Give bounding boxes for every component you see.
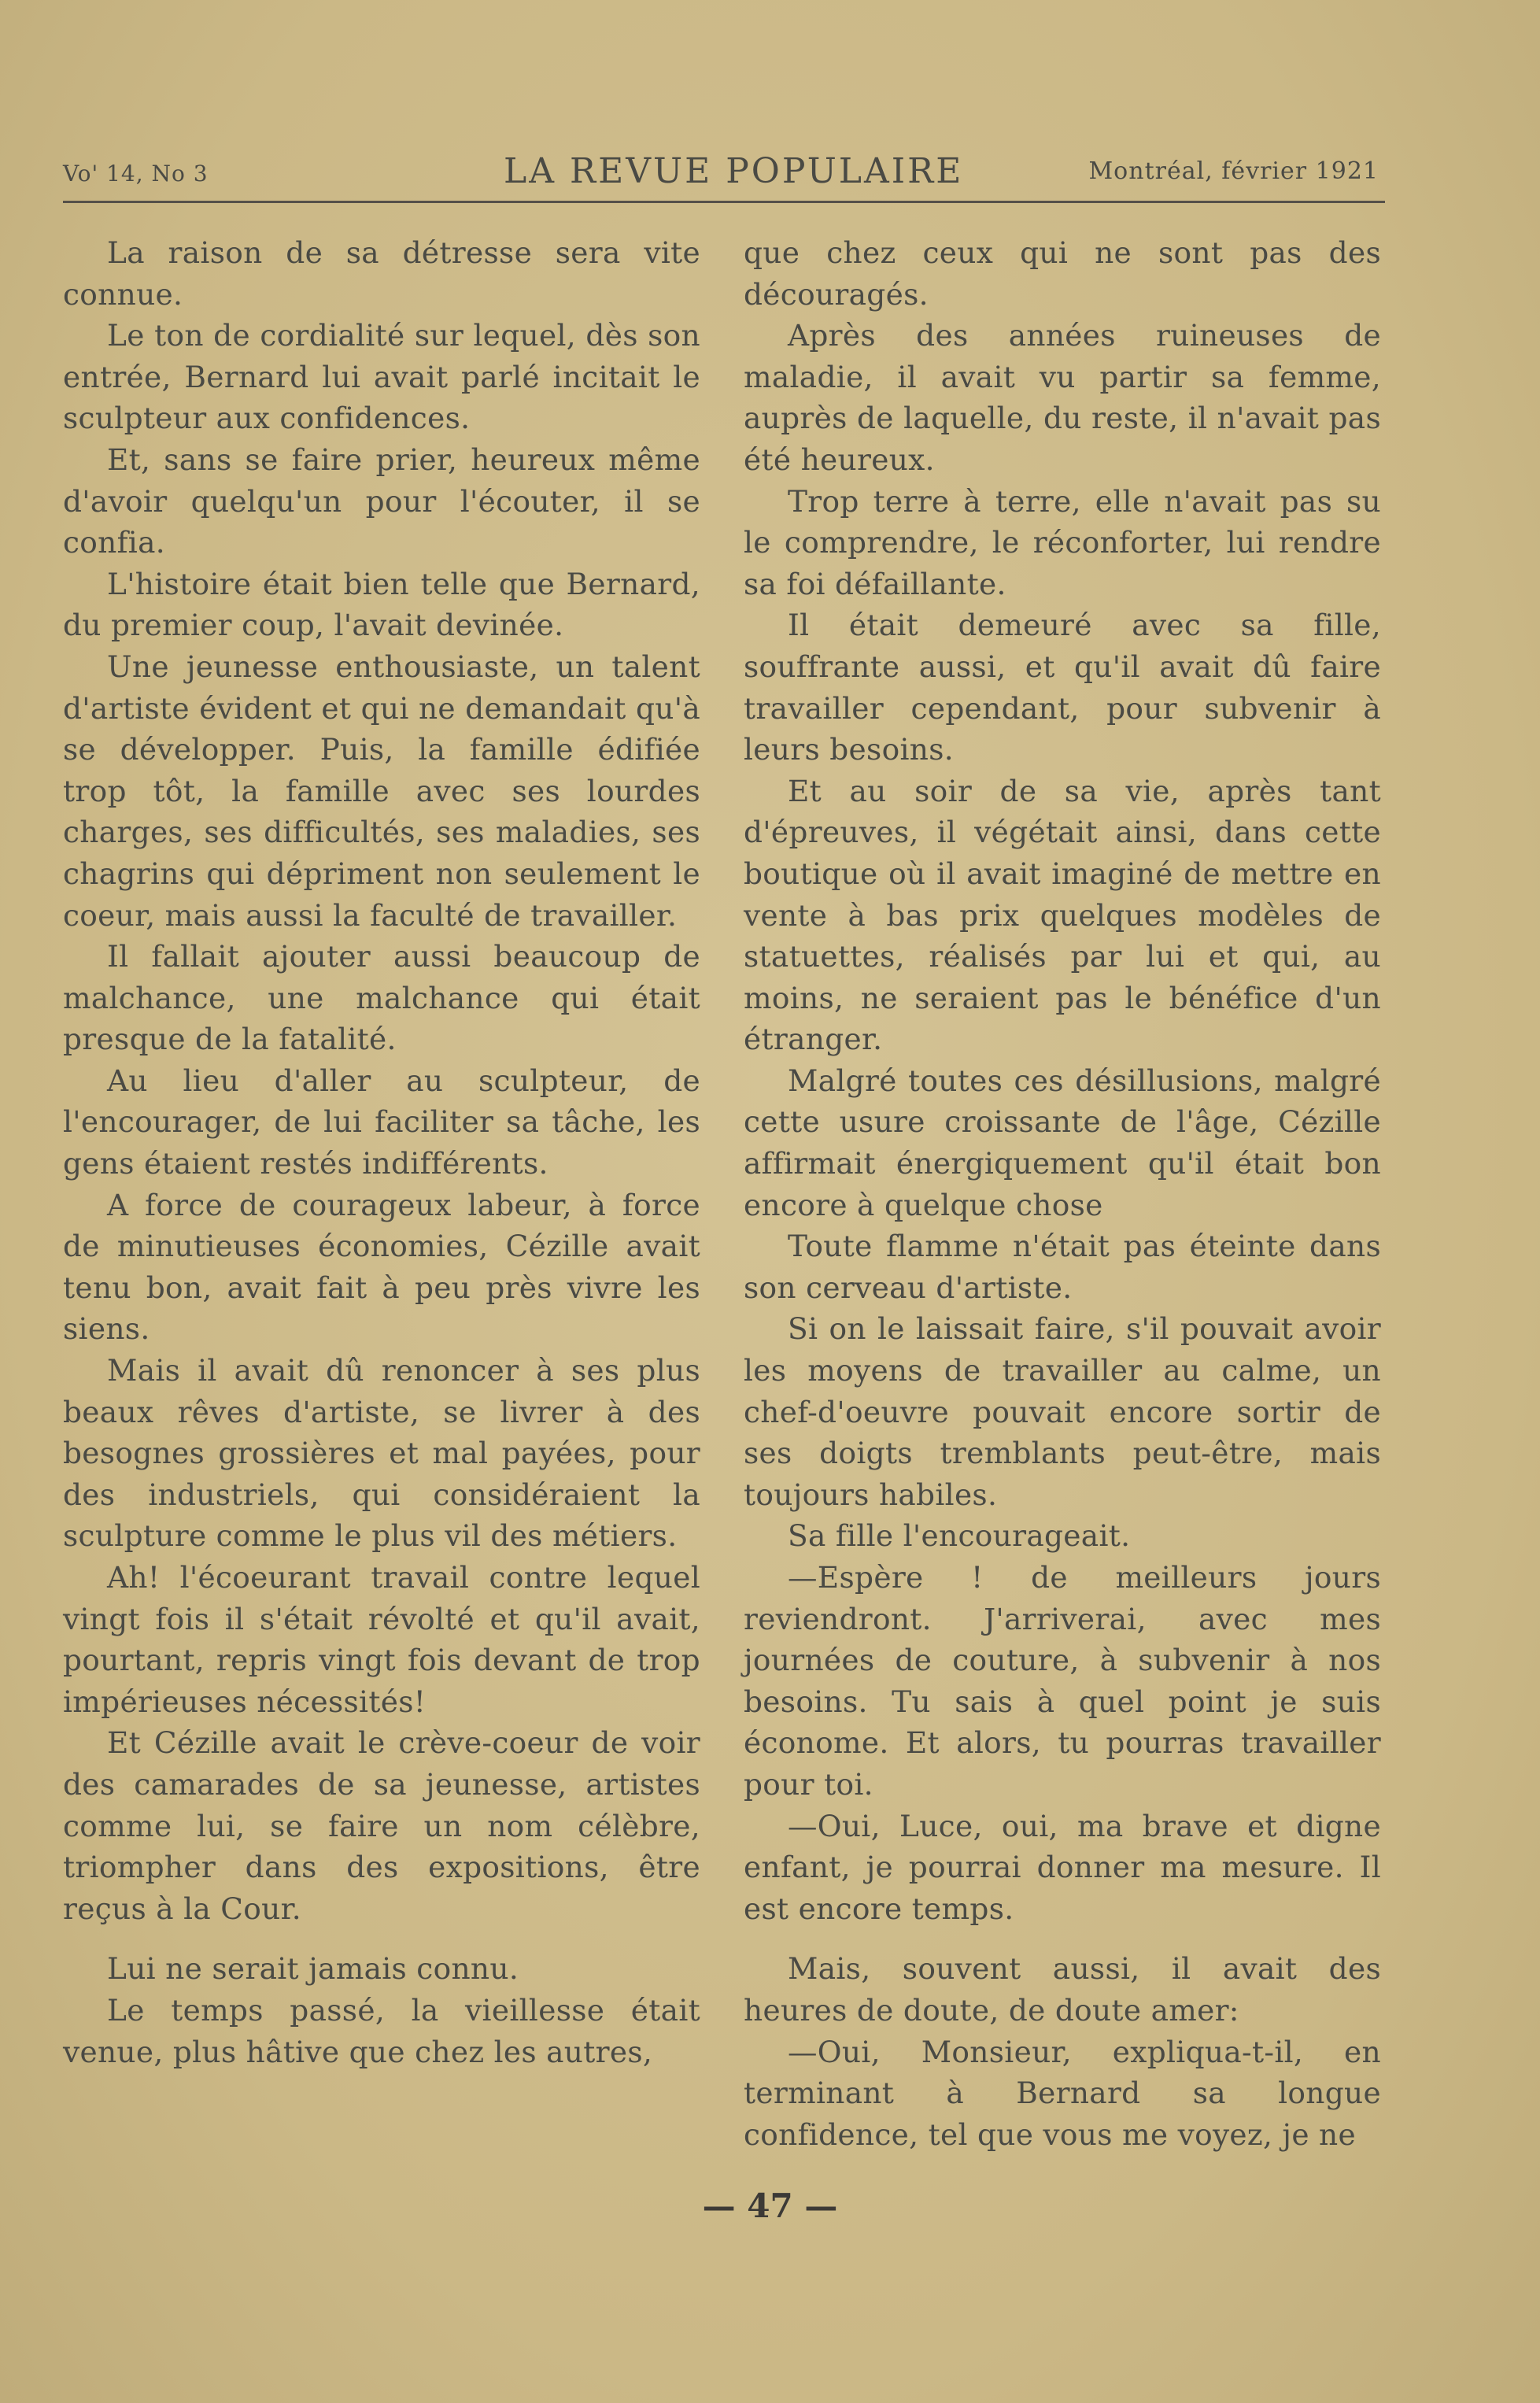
paragraph: Trop terre à terre, elle n'avait pas su le comprendre, le réconforter, lui rendre sa foi défaillante. <box>744 483 1381 601</box>
paragraph: Le temps passé, la vieillesse était venue, plus hâtive que chez les autres, <box>63 1992 700 2069</box>
paragraph: —Oui, Luce, oui, ma brave et digne enfant, je pourrai donner ma mesure. Il est encore temps. <box>744 1808 1381 1926</box>
paragraph: —Oui, Monsieur, expliqua-t-il, en terminant à Bernard sa longue confidence, tel que vous me voyez, je ne <box>744 2034 1381 2152</box>
paragraph: Une jeunesse enthousiaste, un talent d'artiste évident et qui ne demandait qu'à se développer. Puis, la famille édifiée trop tôt, la famille avec ses lourdes charges, ses difficultés, ses maladies, ses chagrins qui dépriment non seulement le coeur, mais aussi la faculté de travailler. <box>63 649 700 933</box>
publication-title: LA REVUE POPULAIRE <box>504 151 964 191</box>
paragraph: Sa fille l'encourageait. <box>788 1518 1131 1554</box>
volume-number: Vo' 14, No 3 <box>63 161 209 187</box>
paragraph: Et, sans se faire prier, heureux même d'avoir quelqu'un pour l'écouter, il se confia. <box>63 442 700 560</box>
paragraph: A force de courageux labeur, à force de minutieuses économies, Cézille avait tenu bon, avait fait à peu près vivre les siens. <box>63 1187 700 1347</box>
dateline: Montréal, février 1921 <box>1088 157 1379 185</box>
left-text-column <box>63 232 700 2072</box>
paragraph: Il fallait ajouter aussi beaucoup de malchance, une malchance qui était presque de la fatalité. <box>63 939 700 1057</box>
paragraph: Le ton de cordialité sur lequel, dès son entrée, Bernard lui avait parlé incitait le sculpteur aux confidences. <box>63 318 700 436</box>
page-number: — 47 — <box>702 2187 838 2225</box>
paragraph: Après des années ruineuses de maladie, il avait vu partir sa femme, auprès de laquelle, du reste, il n'avait pas été heureux. <box>744 318 1381 477</box>
paragraph: —Espère ! de meilleurs jours reviendront. J'arriverai, avec mes journées de couture, à subvenir à nos besoins. Tu sais à quel point je suis économe. Et alors, tu pourras travailler pour toi. <box>744 1560 1381 1802</box>
paragraph: Mais, souvent aussi, il avait des heures de doute, de doute amer: <box>744 1951 1381 2028</box>
paragraph: que chez ceux qui ne sont pas des découragés. <box>744 235 1381 312</box>
paragraph: Ah! l'écoeurant travail contre lequel vingt fois il s'était révolté et qu'il avait, pourtant, repris vingt fois devant de trop impérieuses nécessités! <box>63 1560 700 1719</box>
paragraph: Si on le laissait faire, s'il pouvait avoir les moyens de travailler au calme, un chef-d'oeuvre pouvait encore sortir de ses doigts tremblants peut-être, mais toujours habiles. <box>744 1311 1381 1512</box>
paragraph: Au lieu d'aller au sculpteur, de l'encourager, de lui faciliter sa tâche, les gens étaient restés indifférents. <box>63 1063 700 1181</box>
paragraph: L'histoire était bien telle que Bernard, du premier coup, l'avait devinée. <box>63 566 700 643</box>
paragraph: La raison de sa détresse sera vite connue. <box>63 235 700 312</box>
paragraph: Malgré toutes ces désillusions, malgré cette usure croissante de l'âge, Cézille affirmait énergiquement qu'il était bon encore à quelque chose <box>744 1063 1381 1222</box>
paragraph: Toute flamme n'était pas éteinte dans son cerveau d'artiste. <box>744 1229 1381 1305</box>
paragraph: Mais il avait dû renoncer à ses plus beaux rêves d'artiste, se livrer à des besognes grossières et mal payées, pour des industriels, qui considéraient la sculpture comme le plus vil des métiers. <box>63 1353 700 1554</box>
paragraph: Et Cézille avait le crève-coeur de voir des camarades de sa jeunesse, artistes comme lui, se faire un nom célèbre, triompher dans des expositions, être reçus à la Cour. <box>63 1725 700 1926</box>
paragraph: Lui ne serait jamais connu. <box>107 1951 519 1987</box>
page-header <box>63 151 1379 198</box>
paragraph: Et au soir de sa vie, après tant d'épreuves, il végétait ainsi, dans cette boutique où il avait imaginé de mettre en vente à bas prix quelques modèles de statuettes, réalisés par lui et qui, au moins, ne seraient pas le bénéfice d'un étranger. <box>744 773 1381 1057</box>
paragraph: Il était demeuré avec sa fille, souffrante aussi, et qu'il avait dû faire travailler cependant, pour subvenir à leurs besoins. <box>744 608 1381 767</box>
header-rule <box>63 201 1385 203</box>
right-text-column <box>744 232 1381 2155</box>
